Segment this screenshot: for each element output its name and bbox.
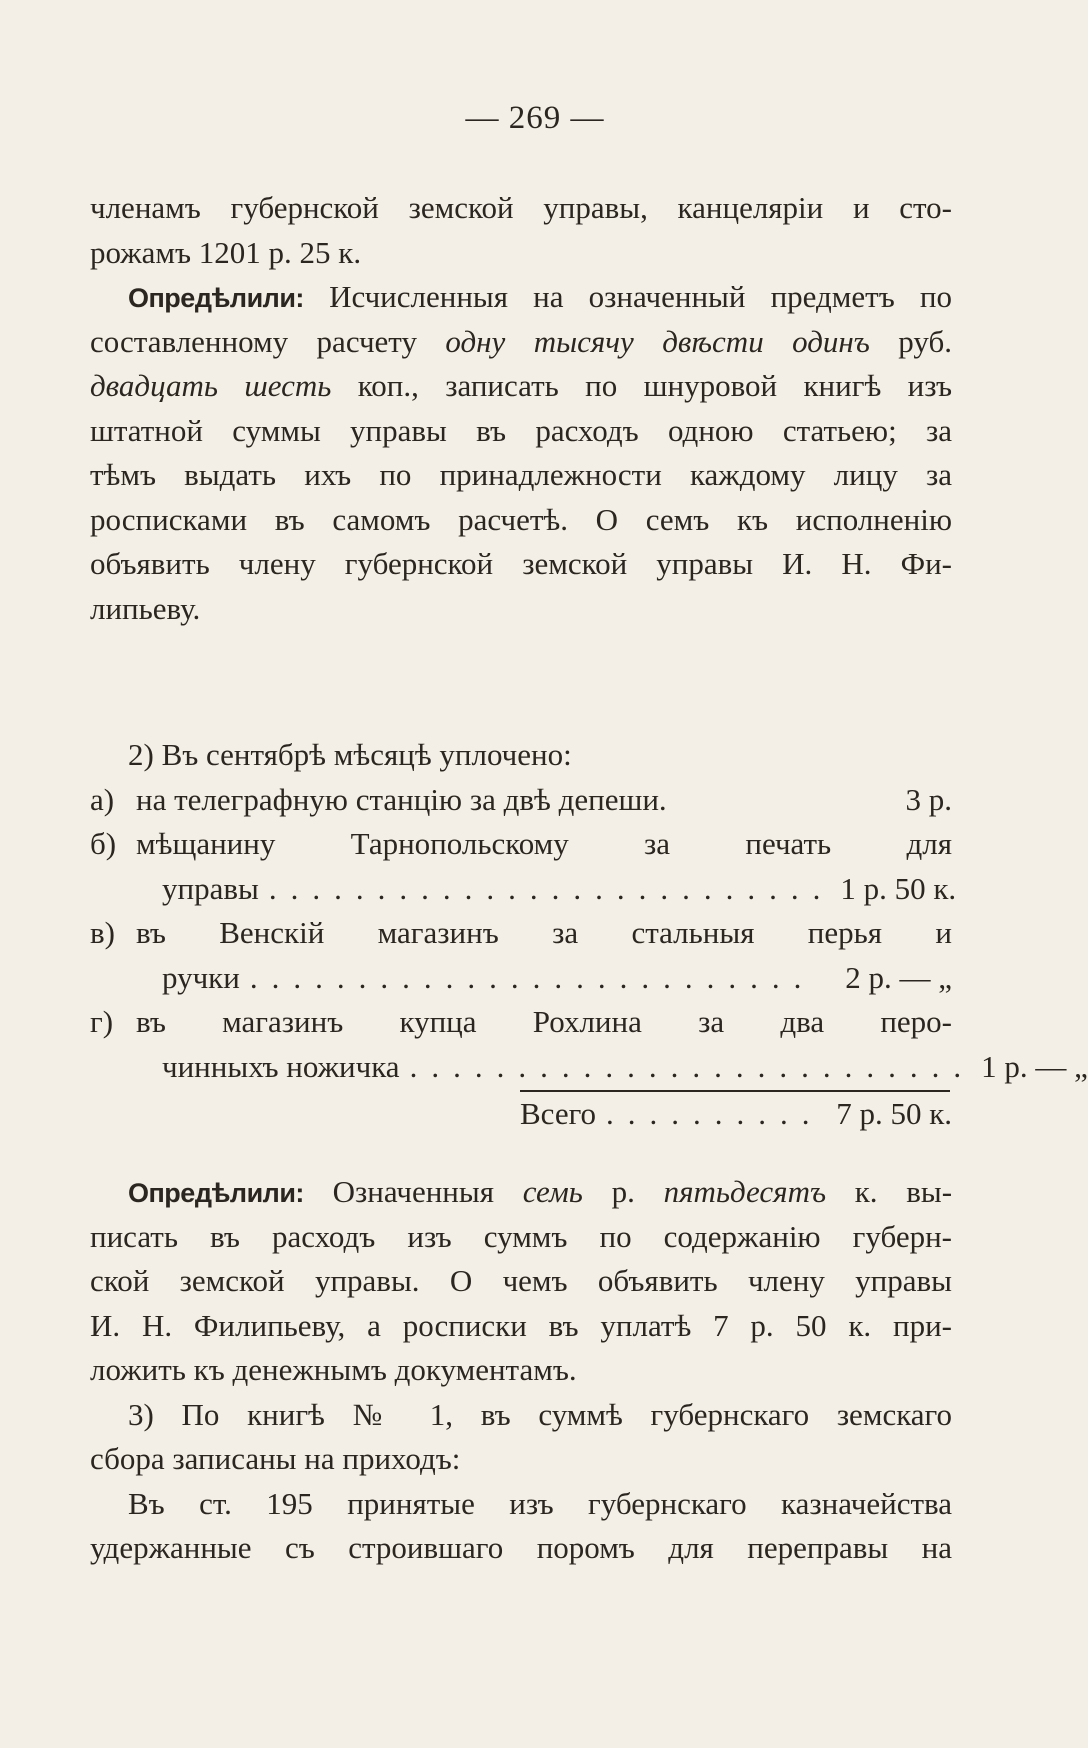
resolution-line: ложить къ денежнымъ документамъ.	[90, 1352, 577, 1387]
resolution-line: составленному расчету одну тысячу двѣсти одинъ руб.	[90, 323, 952, 359]
expense-item: в) въ Венскій магазинъ за стальныя перья и	[90, 915, 952, 950]
paragraph-line: Въ ст. 195 принятые изъ губернскаго казначейства	[128, 1485, 952, 1521]
resolution-line: И. Н. Филипьеву, а росписки въ уплатѣ 7 р. 50 к. при-	[90, 1307, 952, 1343]
italic-amount: одну тысячу двѣсти одинъ	[445, 323, 870, 359]
expense-total	[90, 1092, 952, 1138]
resolution-line: двадцать шесть коп., записать по шнуровой книгѣ изъ	[90, 368, 952, 403]
resolution-line: штатной суммы управы въ расходъ одною статьею; за	[90, 412, 952, 448]
page-number: — 269 —	[465, 100, 605, 136]
resolution-lead: Опредѣлили:	[128, 1178, 304, 1208]
italic-amount: двадцать шесть	[90, 368, 332, 403]
expense-item: а) на телеграфную станцію за двѣ депеши. 3 р.	[90, 778, 952, 823]
text-block-bottom	[90, 1170, 952, 1571]
resolution-line: ской земской управы. О чемъ объявить члену управы	[90, 1263, 952, 1298]
dot-leader: ..........	[606, 1096, 824, 1131]
paragraph-line: членамъ губернской земской управы, канцеляріи и сто-	[90, 190, 952, 225]
expense-list	[90, 733, 1088, 1138]
expense-amount: 1 р. 50 к.	[840, 870, 957, 906]
dot-leader: ..........................	[409, 1048, 976, 1084]
total-amount: 7 р. 50 к.	[836, 1096, 952, 1131]
paragraph-line: рожамъ 1201 р. 25 к.	[90, 234, 362, 270]
expense-item-continuation: управы .......................... 1 р. 50 к.	[90, 867, 952, 912]
paragraph-line: сбора записаны на приходъ:	[90, 1441, 461, 1476]
total-label: Всего	[520, 1096, 597, 1131]
resolution-lead: Опредѣлили:	[128, 283, 304, 313]
dot-leader: ..........................	[249, 959, 816, 995]
resolution-line: тѣмъ выдать ихъ по принадлежности каждому лицу за	[90, 457, 952, 492]
expense-amount: 1 р. — „	[981, 1048, 1088, 1084]
expense-amount: 2 р. — „	[845, 959, 952, 995]
resolution-line: росписками въ самомъ расчетѣ. О семъ къ исполненію	[90, 501, 952, 537]
resolution-line: писать въ расходъ изъ суммъ по содержанію губерн-	[90, 1218, 952, 1254]
expense-item: г) въ магазинъ купца Рохлина за два перо-	[90, 1004, 952, 1039]
expense-item-continuation: чинныхъ ножичка .......................... 1 р. — „	[90, 1045, 952, 1090]
resolution-line: Опредѣлили: Исчисленныя на означенный предметъ по	[128, 279, 952, 314]
expense-item: б) мѣщанину Тарнопольскому за печать для	[90, 826, 952, 861]
expense-amount: 3 р.	[905, 781, 952, 817]
resolution-line: Опредѣлили: Означенныя семь р. пятьдесятъ к. вы-	[128, 1174, 953, 1209]
paragraph-line: удержанные съ строившаго поромъ для переправы на	[90, 1530, 952, 1565]
dot-leader: ..........................	[268, 870, 835, 906]
resolution-line: объявить члену губернской земской управы И. Н. Фи-	[90, 546, 952, 581]
expense-item-continuation: ручки .......................... 2 р. — „	[90, 956, 952, 1001]
text-block-top	[90, 186, 952, 631]
expense-heading: 2) Въ сентябрѣ мѣсяцѣ уплочено:	[128, 737, 572, 772]
resolution-line: липьеву.	[90, 590, 201, 626]
paragraph-line: 3) По книгѣ № 1, въ суммѣ губернскаго земскаго	[128, 1396, 952, 1432]
